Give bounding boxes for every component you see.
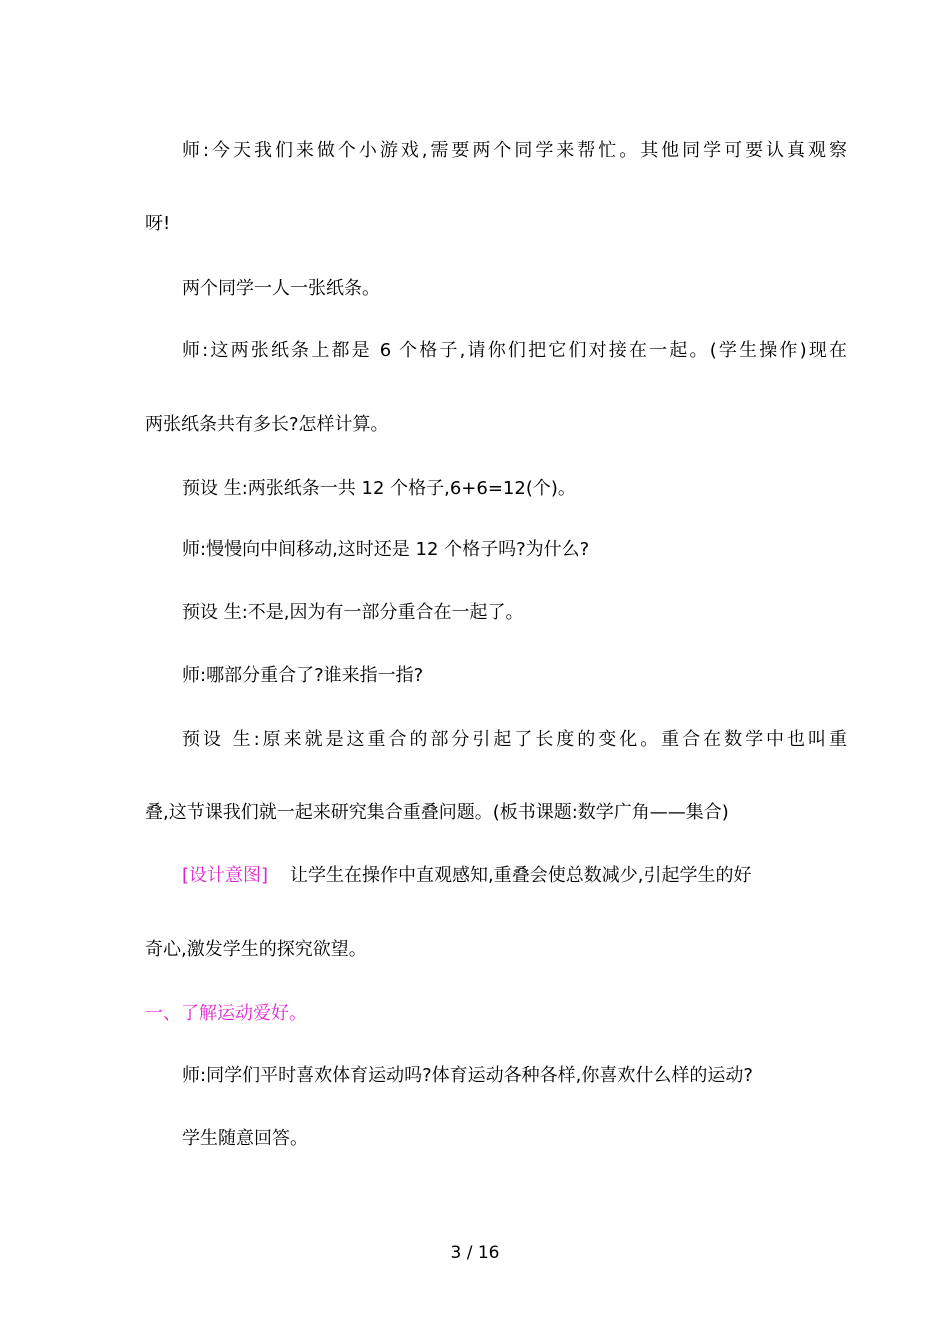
paragraph-line: 预设 生:不是,因为有一部分重合在一起了。 xyxy=(182,602,524,623)
design-intent-line xyxy=(145,863,847,889)
paragraph-line: 学生随意回答。 xyxy=(182,1128,308,1149)
paragraph-line: 师:这两张纸条上都是 6 个格子,请你们把它们对接在一起。(学生操作)现在 xyxy=(182,340,847,361)
paragraph-line: 预设 生:原来就是这重合的部分引起了长度的变化。重合在数学中也叫重 xyxy=(182,729,847,750)
paragraph-line: 师:哪部分重合了?谁来指一指? xyxy=(182,665,424,686)
paragraph-line: 叠,这节课我们就一起来研究集合重叠问题。(板书课题:数学广角——集合) xyxy=(145,802,729,823)
paragraph-line: 呀! xyxy=(145,213,171,234)
paragraph-line: 两个同学一人一张纸条。 xyxy=(182,278,380,299)
section-heading: 一、了解运动爱好。 xyxy=(145,1003,307,1024)
paragraph-line: 两张纸条共有多长?怎样计算。 xyxy=(145,414,389,435)
paragraph-line: 奇心,激发学生的探究欲望。 xyxy=(145,939,367,960)
paragraph-line: 师:慢慢向中间移动,这时还是 12 个格子吗?为什么? xyxy=(182,539,590,560)
paragraph-line: 师:今天我们来做个小游戏,需要两个同学来帮忙。其他同学可要认真观察 xyxy=(182,140,847,161)
page-number: 3 / 16 xyxy=(450,1243,500,1263)
paragraph-line: 预设 生:两张纸条一共 12 个格子,6+6=12(个)。 xyxy=(182,478,576,499)
paragraph-line: 师:同学们平时喜欢体育运动吗?体育运动各种各样,你喜欢什么样的运动? xyxy=(182,1065,753,1086)
design-intent-text: 让学生在操作中直观感知,重叠会使总数减少,引起学生的好 xyxy=(290,865,752,886)
design-intent-label: [设计意图] xyxy=(182,865,269,886)
